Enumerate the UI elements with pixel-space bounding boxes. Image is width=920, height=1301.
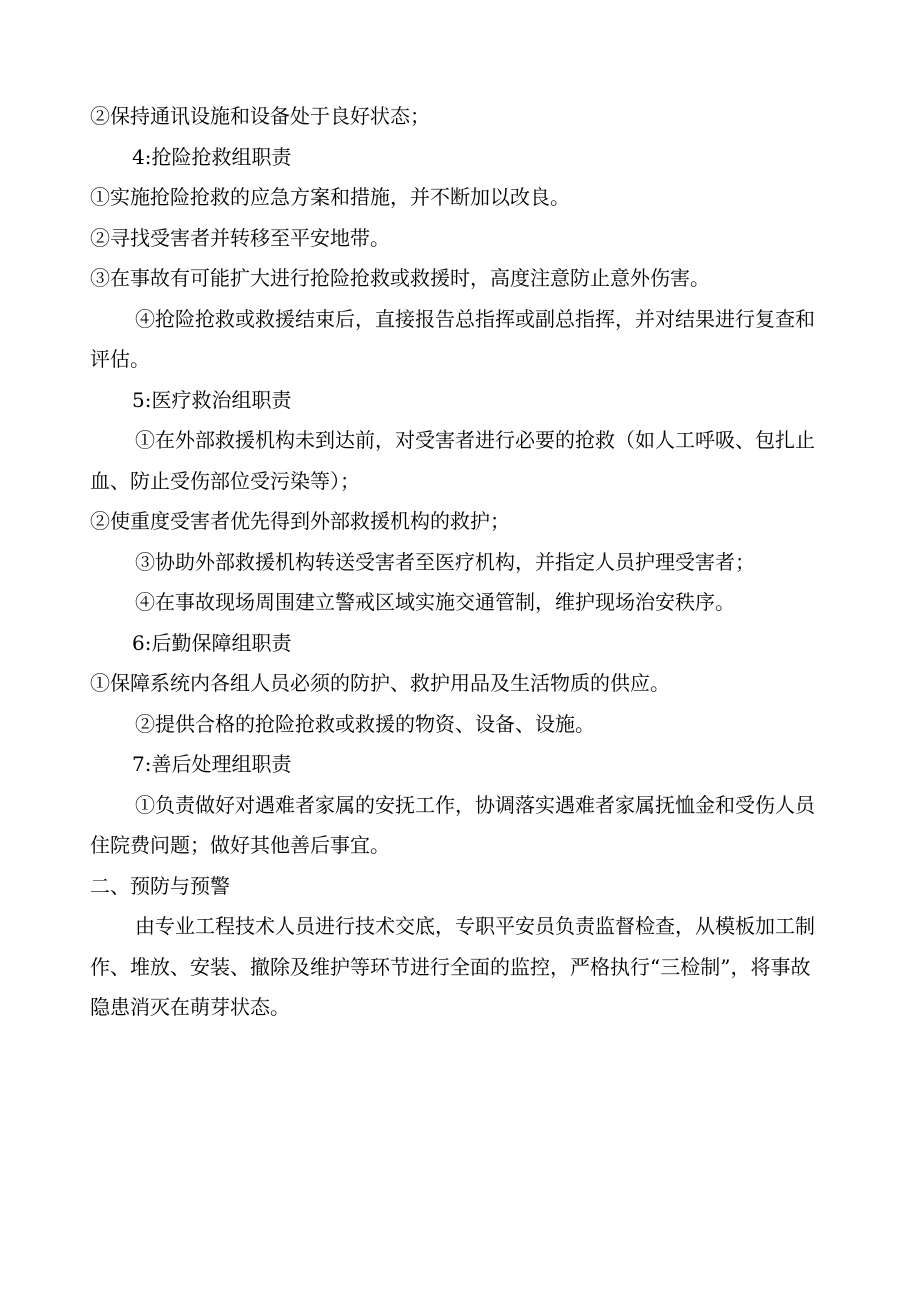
list-item-priority-care: ②使重度受害者优先得到外部救援机构的救护； xyxy=(90,509,510,533)
list-item-maintain-communications: ②保持通讯设施和设备处于良好状态； xyxy=(90,104,430,128)
list-item-equipment: ②提供合格的抢险抢救或救援的物资、设备、设施。 xyxy=(135,711,595,736)
list-item-rescue-plan: ①实施抢险抢救的应急方案和措施，并不断加以改良。 xyxy=(90,185,570,209)
list-item-family-support: ①负责做好对遇难者家属的安抚工作，协调落实遇难者家属抚恤金和受伤人员住院费问题；做好其他善后事宜。 xyxy=(90,792,815,857)
list-item-first-aid: ①在外部救援机构未到达前，对受害者进行必要的抢救（如人工呼吸、包扎止血、防止受伤部位受污染等）； xyxy=(90,428,815,493)
list-item-traffic-control: ④在事故现场周围建立警戒区域实施交通管制，维护现场治安秩序。 xyxy=(135,590,735,614)
section-heading-prevention: 二、预防与预警 xyxy=(90,873,230,898)
list-item-prevent-accidents: ③在事故有可能扩大进行抢险抢救或救援时，高度注意防止意外伤害。 xyxy=(90,266,710,290)
paragraph-prevention-body: 由专业工程技术人员进行技术交底，专职平安员负责监督检查，从模板加工制作、堆放、安装、撤除及维护等环节进行全面的监控，严格执行“三检制”，将事故隐患消灭在萌芽状态。 xyxy=(90,914,815,1019)
section-heading-medical-team: 5:医疗救治组职责 xyxy=(132,387,292,412)
section-heading-logistics-team: 6:后勤保障组职责 xyxy=(132,630,292,655)
list-item-report-results: ④抢险抢救或救援结束后，直接报告总指挥或副总指挥，并对结果进行复查和评估。 xyxy=(90,306,815,371)
list-item-transfer-victims: ③协助外部救援机构转送受害者至医疗机构，并指定人员护理受害者； xyxy=(135,549,755,574)
section-heading-aftermath-team: 7:善后处理组职责 xyxy=(132,752,292,776)
document-body xyxy=(90,96,830,1028)
list-item-supplies: ①保障系统内各组人员必须的防护、救护用品及生活物质的供应。 xyxy=(90,671,670,695)
list-item-find-victims: ②寻找受害者并转移至平安地带。 xyxy=(90,225,390,250)
section-heading-rescue-team: 4:抢险抢救组职责 xyxy=(132,144,292,169)
